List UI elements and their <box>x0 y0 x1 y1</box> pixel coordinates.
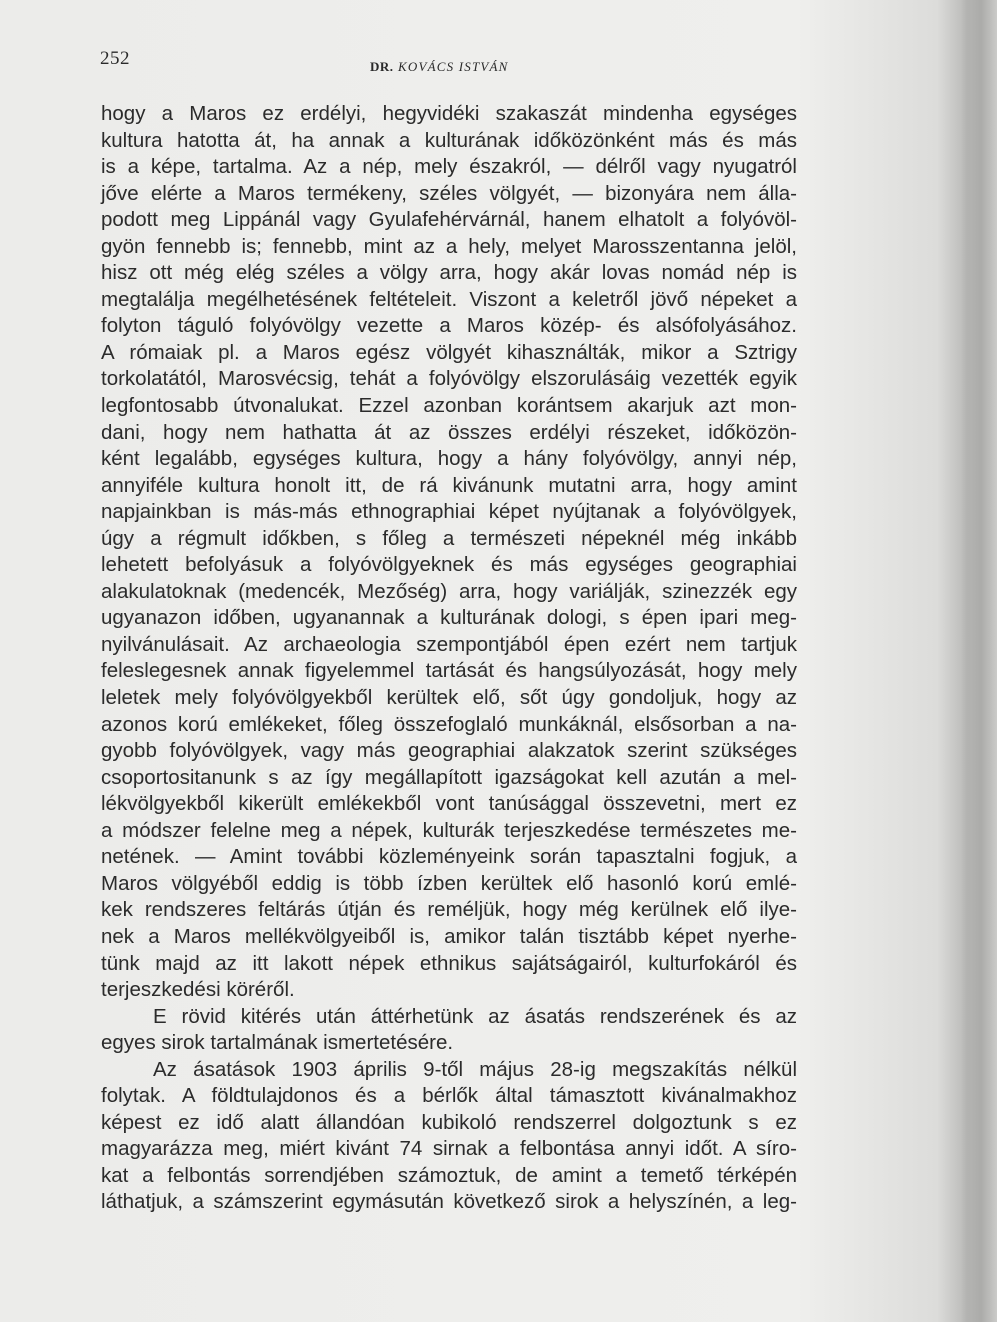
text-line: kat a felbontás sorrendjében számoztuk, de amint a temető térképén <box>101 1163 797 1187</box>
text-line: hisz ott még elég széles a völgy arra, hogy akár lovas nomád nép is <box>101 261 797 285</box>
text-line: legfontosabb útvonalukat. Ezzel azonban korántsem akarjuk azt mon- <box>101 394 797 418</box>
text-line: láthatjuk, a számszerint egymásután következő sirok a helyszínén, a leg- <box>101 1190 797 1214</box>
text-line: egyes sirok tartalmának ismertetésére. <box>101 1031 454 1055</box>
text-line: E rövid kitérés után áttérhetünk az ásatás rendszerének és az <box>153 1004 797 1028</box>
text-line: folyton táguló folyóvölgy vezette a Maros közép- és alsófolyásához. <box>101 314 797 338</box>
page-number: 252 <box>100 48 130 69</box>
text-line: a módszer felelne meg a népek, kulturák terjeszkedése természetes me- <box>101 818 797 842</box>
page-edge-shadow <box>961 0 997 1322</box>
text-line: kultura hatotta át, ha annak a kulturának időközönként más és más <box>101 128 797 152</box>
text-line: gyobb folyóvölgyek, vagy más geographiai alakzatok szerint szükséges <box>101 739 797 763</box>
text-line: azonos korú emlékeket, főleg összefoglaló munkáknál, elsősorban a na- <box>101 712 797 736</box>
text-line: Az ásatások 1903 április 9-től május 28-ig megszakítás nélkül <box>153 1057 797 1081</box>
text-line: ugyanazon időben, ugyanannak a kulturának dologi, s épen ipari meg- <box>101 606 797 630</box>
text-line: is a képe, tartalma. Az a nép, mely északról, — délről vagy nyugatról <box>101 155 797 179</box>
text-line: folytak. A földtulajdonos és a bérlők által támasztott kivánalmakhoz <box>101 1084 797 1108</box>
text-line: ként legalább, egységes kultura, hogy a hány folyóvölgy, annyi nép, <box>101 447 797 471</box>
text-line: A rómaiak pl. a Maros egész völgyét kihasználták, mikor a Sztrigy <box>101 340 797 364</box>
text-line: képest ez idő alatt állandóan kubikoló rendszerrel dolgoztunk s ez <box>101 1110 797 1134</box>
text-line: terjeszkedési köréről. <box>101 978 295 1002</box>
text-line: Maros völgyéből eddig is több ízben kerültek elő hasonló korú emlé- <box>101 871 797 895</box>
text-line: nek a Maros mellékvölgyeiből is, amikor talán tisztább képet nyerhe- <box>101 924 797 948</box>
text-line: dani, hogy nem hathatta át az összes erdélyi részeket, időközön- <box>101 420 797 444</box>
body-text <box>101 101 797 1216</box>
text-line: netének. — Amint további közleményeink során tapasztalni fogjuk, a <box>101 845 797 869</box>
text-line: hogy a Maros ez erdélyi, hegyvidéki szakaszát mindenha egységes <box>101 102 797 125</box>
text-line: alakulatoknak (medencék, Mezőség) arra, hogy variálják, szinezzék egy <box>101 579 797 603</box>
text-line: tünk majd az itt lakott népek ethnikus sajátságairól, kulturfokáról és <box>101 951 797 975</box>
text-line: úgy a régmult időkben, s főleg a természeti népeknél még inkább <box>101 526 797 550</box>
text-line: leletek mely folyóvölgyekből kerültek elő, sőt úgy gondoljuk, hogy az <box>101 686 797 710</box>
text-line: kek rendszeres feltárás útján és reméljük, hogy még kerülnek elő ilye- <box>101 898 797 922</box>
text-line: gyön fennebb is; fennebb, mint az a hely, melyet Marosszentanna jelöl, <box>101 234 797 258</box>
text-line: jőve elérte a Maros termékeny, széles völgyét, — bizonyára nem álla- <box>101 181 797 205</box>
running-head-prefix: DR. <box>370 59 394 74</box>
text-line: nyilvánulásait. Az archaeologia szempontjából épen ezért nem tartjuk <box>101 632 797 656</box>
running-head-author: KOVÁCS ISTVÁN <box>397 59 509 74</box>
text-line: torkolatától, Marosvécsig, tehát a folyóvölgy elszorulásáig vezették egyik <box>101 367 797 391</box>
text-line: lehetett befolyásuk a folyóvölgyeknek és más egységes geographiai <box>101 553 797 577</box>
text-line: lékvölgyekből kikerült emlékekből vont tanúsággal összevetni, mert ez <box>101 792 797 816</box>
text-line: podott meg Lippánál vagy Gyulafehérvárnál, hanem elhatolt a folyóvöl- <box>101 208 797 232</box>
text-line: megtalálja megélhetésének feltételeit. Viszont a keletről jövő népeket a <box>101 287 797 311</box>
text-line: feleslegesnek annak figyelemmel tartását és hangsúlyozását, hogy mely <box>101 659 797 683</box>
text-line: magyarázza meg, miért kivánt 74 sirnak a felbontása annyi időt. A síro- <box>101 1137 797 1161</box>
running-head <box>370 59 509 75</box>
text-line: csoportositanunk s az így megállapított igazságokat kell azután a mel- <box>101 765 797 789</box>
text-line: annyiféle kultura honolt itt, de rá kivánunk mutatni arra, hogy amint <box>101 473 797 497</box>
text-line: napjainkban is más-más ethnographiai képet nyújtanak a folyóvölgyek, <box>101 500 797 524</box>
